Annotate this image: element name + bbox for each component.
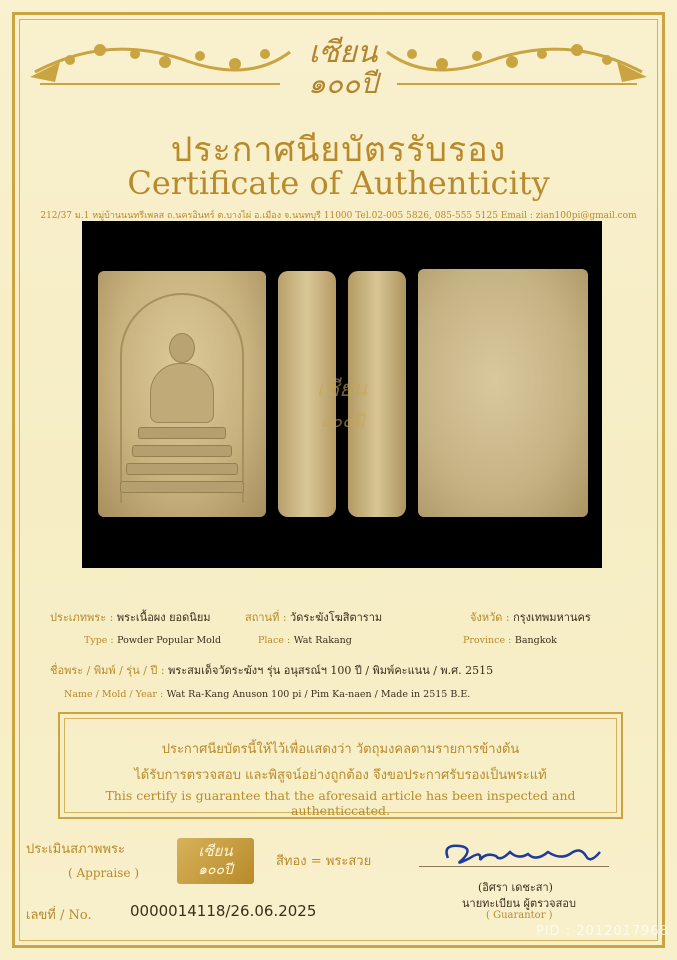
grade-badge <box>177 838 254 884</box>
appraise-label-th: ประเมินสภาพพระ <box>26 842 126 857</box>
name-label-en: Name / Mold / Year : <box>64 689 164 700</box>
province-value-en: Bangkok <box>514 635 557 646</box>
signature-line <box>419 866 609 867</box>
watermark-line2: ๑๐๐ปี <box>319 411 365 432</box>
province-value-th: กรุงเทพมหานคร <box>513 611 591 624</box>
province-row-th <box>470 608 591 626</box>
address-line: 212/37 ม.1 หมู่บ้านนนทรีเพลส ถ.นครอินทร์ ต.บางไผ่ อ.เมือง จ.นนทบุรี 11000 Tel.02-005 5826, 085-555 5125 Email : zian100pi@gmail.com <box>40 211 637 221</box>
amulet-photo <box>82 221 602 568</box>
base-tier <box>126 463 238 475</box>
statement-box <box>58 712 623 819</box>
amulet-front <box>98 271 266 517</box>
appraise-label-en: ( Appraise ) <box>68 866 140 880</box>
base-tier <box>120 481 244 493</box>
number-label: เลขที่ / No. <box>26 908 92 923</box>
name-value-th: พระสมเด็จวัดระฆังฯ รุ่น อนุสรณ์ฯ 100 ปี / พิมพ์คะแนน / พ.ศ. 2515 <box>168 664 494 677</box>
type-label-th: ประเภทพระ : <box>50 611 114 624</box>
place-label-en: Place : <box>258 635 291 646</box>
type-value-th: พระเนื้อผง ยอดนิยม <box>116 611 211 624</box>
base-tier <box>138 427 226 439</box>
statement-line2: ได้รับการตรวจสอบ และพิสูจน์อย่างถูกต้อง จึงขอประกาศรับรองเป็นพระแท้ <box>134 768 547 783</box>
name-label-th: ชื่อพระ / พิมพ์ / รุ่น / ปี : <box>50 664 165 677</box>
name-row-th <box>50 661 493 679</box>
pid-watermark: PID : 2012017968 <box>535 924 669 939</box>
photo-watermark <box>272 371 412 435</box>
logo-line2: ๑๐๐ปี <box>308 67 378 100</box>
badge-line1: เซียน <box>198 842 233 860</box>
guarantor-name: (อิศรา เดชะสา) <box>478 881 553 894</box>
title-thai: ประกาศนียบัตรรับรอง <box>170 130 507 170</box>
province-label-th: จังหวัด : <box>470 611 510 624</box>
type-label-en: Type : <box>84 635 114 646</box>
brand-logo <box>288 36 398 104</box>
base-tier <box>132 445 232 457</box>
title-english: Certificate of Authenticity <box>127 164 550 202</box>
province-label-en: Province : <box>463 635 512 646</box>
place-label-th: สถานที่ : <box>245 611 287 624</box>
place-value-th: วัดระฆังโฆสิตาราม <box>290 611 383 624</box>
place-row-en <box>258 633 352 646</box>
type-value-en: Powder Popular Mold <box>117 635 222 646</box>
province-row-en <box>463 633 557 646</box>
statement-english: This certify is guarantee that the aforesaid article has been inspected and authenticcated. <box>105 788 576 818</box>
statement-line1: ประกาศนียบัตรนี้ให้ไว้เพื่อแสดงว่า วัตถุมงคลตามรายการข้างต้น <box>161 742 520 757</box>
guarantor-label: ( Guarantor ) <box>486 910 553 921</box>
place-row-th <box>245 608 382 626</box>
grade-text: สีทอง = พระสวย <box>276 854 372 869</box>
logo-line1: เซียน <box>308 35 378 70</box>
place-value-en: Wat Rakang <box>293 635 352 646</box>
certificate-number: 0000014118/26.06.2025 <box>130 902 317 920</box>
watermark-line1: เซียน <box>316 377 368 402</box>
badge-line2: ๑๐๐ปี <box>198 862 233 878</box>
buddha-body <box>150 363 214 423</box>
name-value-en: Wat Ra-Kang Anuson 100 pi / Pim Ka-naen / Made in 2515 B.E. <box>166 689 471 700</box>
type-row-th <box>50 608 211 626</box>
guarantor-title: นายทะเบียน ผู้ตรวจสอบ <box>462 897 576 910</box>
amulet-back <box>418 269 588 517</box>
type-row-en <box>84 633 221 646</box>
name-row-en <box>64 687 470 700</box>
buddha-head <box>169 333 195 363</box>
